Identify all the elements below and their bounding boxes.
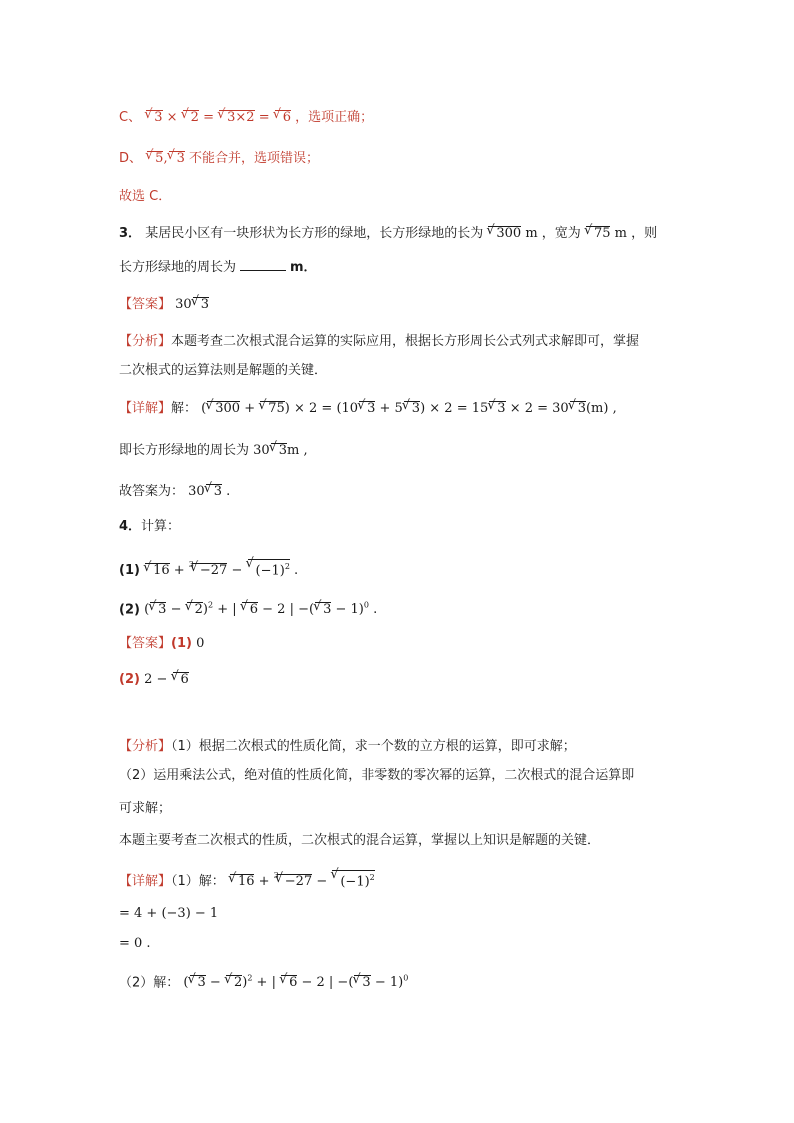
q4-detail2-line: [119, 969, 734, 993]
q3-conclusion-prefix: 即长方形绿地的周长为: [119, 443, 250, 458]
q3-stem-line2: [119, 258, 734, 278]
q4-detail1-prefix: （1）解：: [171, 874, 225, 889]
q3-detail-formula: (√ 300 + √ 75) × 2 = (10√ 3 + 5√ 3) × 2 = 15√ 3 × 2 = 30√ 3(m) ,: [201, 401, 617, 416]
q3-line2: 长方形绿地的周长为: [119, 260, 237, 275]
q3-text2: ，宽为: [541, 226, 581, 241]
q3-analysis-line2: 二次根式的运算法则是解题的关键．: [119, 363, 328, 378]
q4-analysis-line4: 本题主要考查二次根式的性质，二次根式的混合运算，掌握以上知识是解题的关键．: [119, 833, 601, 848]
q3-stem-line1: [119, 224, 734, 244]
q4-detail1-formula: √ 16 + $^3$√ −27 − √ $(-1)^2$: [229, 874, 375, 889]
q3-number: 3．: [119, 226, 142, 241]
q3-text3: ，则: [631, 226, 658, 241]
q4-step1: = 4 + (−3) − 1: [119, 906, 219, 921]
q4-ans1-label: (1): [171, 636, 192, 651]
q3-final-value: 30√ 3 .: [188, 484, 230, 499]
q4-analysis-line3: 可求解；: [119, 801, 172, 816]
q4-number: 4．: [119, 519, 142, 534]
option-d-label: D、: [119, 151, 143, 166]
q4-part2-line: [119, 596, 734, 620]
q4-detail-label: 【详解】: [119, 874, 172, 889]
q4-detail-line: [119, 866, 734, 892]
q3-final-line: [119, 482, 734, 502]
q3-line2-end: m．: [290, 260, 317, 275]
q4-ans1: 0: [196, 636, 205, 651]
q4-title: 计算：: [141, 519, 181, 534]
q4-p1-label: (1): [119, 563, 140, 578]
q3-analysis-label: 【分析】: [119, 334, 172, 349]
option-c-result: ，选项正确；: [295, 110, 374, 125]
q3-conclusion-value: 30√ 3m ,: [253, 443, 307, 458]
option-c-label: C、: [119, 110, 142, 125]
q3-answer-value: 30√ 3: [175, 297, 209, 312]
q3-detail-line: [119, 399, 734, 419]
q3-text1: 某居民小区有一块形状为长方形的绿地，长方形绿地的长为: [145, 226, 484, 241]
q3-width: √ 75 m: [585, 226, 627, 241]
q3-answer-line: [119, 295, 734, 315]
choice-line: 故选 C．: [119, 189, 172, 204]
option-c-line: [119, 108, 734, 128]
q3-conclusion-line: [119, 441, 734, 461]
q3-detail-label: 【详解】: [119, 401, 172, 416]
q3-detail-prefix: 解：: [171, 401, 198, 416]
q4-analysis-line1: [119, 737, 734, 757]
q3-length: √ 300 m: [487, 226, 537, 241]
q3-answer-label: 【答案】: [119, 297, 172, 312]
q4-answer-line: [119, 634, 734, 654]
q3-final-prefix: 故答案为：: [119, 484, 185, 499]
option-d-formula: √ 5,√ 3: [146, 151, 185, 166]
q4-stem-line: [119, 517, 734, 537]
q3-analysis-line1: [119, 332, 734, 352]
q4-step2: = 0 .: [119, 936, 151, 951]
q4-p1-formula: √ 16 + $^3$√ −27 − √ $(-1)^2$ .: [144, 563, 298, 578]
q4-part1-line: [119, 555, 734, 581]
answer-blank: [240, 258, 286, 271]
option-c-formula: √ 3 × √ 2 = √ 3×2 = √ 6: [145, 110, 291, 125]
q4-ans2-label: (2): [119, 672, 140, 687]
q4-p2-label: (2): [119, 602, 140, 618]
q4-analysis-label: 【分析】: [119, 739, 172, 754]
q4-p2-formula: (√ 3 − √ 2)$^2$ + | √ 6 − 2 | −(√ 3 − 1)$^0$ .: [144, 602, 377, 617]
q4-detail2-prefix: （2）解：: [119, 975, 180, 991]
q3-analysis1: 本题考查二次根式混合运算的实际应用，根据长方形周长公式列式求解即可，掌握: [171, 334, 640, 349]
q4-answer-label: 【答案】: [119, 636, 172, 651]
q4-analysis1: （1）根据二次根式的性质化简，求一个数的立方根的运算，即可求解；: [171, 739, 576, 754]
option-d-result: 不能合并，选项错误；: [189, 151, 320, 166]
q4-answer2-line: [119, 670, 734, 690]
q4-ans2: 2 − √ 6: [144, 672, 189, 687]
option-d-line: [119, 149, 734, 169]
q4-detail2-formula: (√ 3 − √ 2)$^2$ + | √ 6 − 2 | −(√ 3 − 1)$^0$: [183, 975, 408, 990]
q4-analysis-line2: （2）运用乘法公式，绝对值的性质化简，非零数的零次幂的运算，二次根式的混合运算即: [119, 768, 635, 783]
